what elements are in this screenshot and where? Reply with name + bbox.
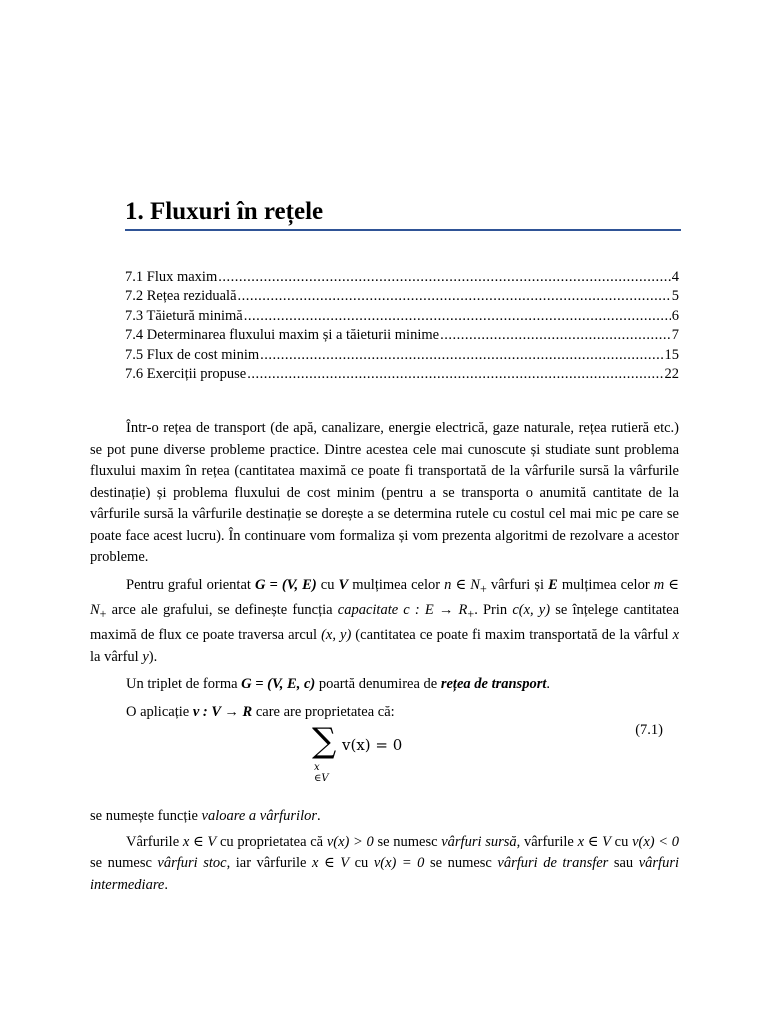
text-run: care are proprietatea că:	[252, 703, 395, 720]
toc-leader-dots	[260, 346, 663, 365]
math-inline: x ∈ V	[182, 833, 217, 850]
text-run: sau	[608, 855, 639, 871]
vertex-types-paragraph	[90, 832, 679, 897]
table-of-contents	[125, 268, 679, 384]
defined-term: vârfuri sursă	[441, 833, 517, 850]
value-function-paragraph	[90, 806, 679, 828]
defined-term: vârfuri stoc	[157, 855, 227, 871]
math-inline: m ∈ N	[90, 576, 679, 618]
intro-paragraph: Într-o rețea de transport (de apă, canalizare, energie electrică, gaze naturale, rețea rutieră etc.) se pot pune diverse probleme practice. Dintre acestea cele mai cunoscute și studiate sunt problema fluxului maxim în rețea (cantitatea maximă ce poate fi transportată de la vârfurile sursă la vârfurile destinație) și problema fluxului de cost minim (pentru a se transporta o anumită cantitate de la vârfurile sursă la vârfurile destinație se dorește a se determina rutele cu costul cel mai mic pe care se poate face acest lucru). În continuare vom formaliza și vom prezenta algoritmi de rezolvare a acestor probleme.	[90, 420, 679, 565]
text-run: .	[546, 676, 550, 693]
text-run: .	[317, 808, 321, 824]
math-inline: n ∈ N	[444, 576, 480, 593]
text-run: , iar vârfurile	[226, 855, 312, 871]
toc-entry-page: 6	[671, 307, 679, 324]
equation-number: (7.1)	[635, 722, 663, 738]
toc-entry-label: 7.2 Rețea reziduală	[125, 288, 237, 305]
summation-subscript: x ∈V	[314, 762, 329, 784]
math-inline: v(x) < 0	[632, 833, 680, 850]
toc-entry-page: 7	[671, 327, 679, 344]
graph-definition-paragraph	[90, 575, 679, 669]
text-run: mulțimea celor	[348, 576, 445, 593]
text-run: cu	[316, 576, 339, 593]
function-notation: v : V → R	[192, 703, 253, 720]
text-run: cu proprietatea că	[216, 833, 327, 850]
toc-leader-dots	[244, 307, 671, 326]
text-run: Vârfurile	[126, 833, 183, 850]
defined-term: vârfuri intermediare	[90, 855, 679, 893]
toc-entry-label: 7.6 Exerciții propuse	[125, 365, 247, 382]
text-run: arce ale grafului, se definește funcția	[106, 601, 338, 618]
toc-entry[interactable]	[125, 326, 679, 345]
math-inline: y	[142, 648, 149, 665]
text-run: mulțimea celor	[557, 576, 654, 593]
equation-7-1	[90, 722, 679, 782]
math-subscript: +	[467, 606, 475, 621]
text-run: poartă denumirea de	[315, 676, 441, 693]
math-inline: v(x) > 0	[326, 833, 374, 850]
capacity-function: capacitate c : E → R	[337, 601, 468, 618]
toc-entry-page: 5	[671, 288, 679, 305]
application-paragraph	[90, 702, 679, 724]
toc-entry-page: 22	[664, 365, 679, 382]
equation-expression: v(x) = 0	[342, 736, 403, 754]
toc-entry-label: 7.1 Flux maxim	[125, 269, 218, 285]
toc-leader-dots	[247, 365, 663, 384]
text-run: Un triplet de forma	[126, 676, 242, 693]
toc-entry[interactable]	[125, 365, 679, 384]
chapter-title: 1. Fluxuri în rețele	[125, 197, 681, 231]
text-run: . Prin	[474, 601, 513, 618]
text-run: se numesc	[373, 833, 442, 850]
math-inline: (x, y)	[321, 627, 352, 644]
graph-notation: G = (V, E)	[254, 576, 317, 593]
toc-entry-label: 7.5 Flux de cost minim	[125, 346, 260, 363]
defined-term: vârfuri de transfer	[497, 855, 609, 871]
network-notation: G = (V, E, c)	[241, 676, 316, 693]
text-run: cu	[610, 833, 633, 850]
toc-entry-page: 4	[671, 269, 679, 285]
text-run: se numesc	[90, 855, 158, 871]
text-run: cu	[349, 855, 374, 871]
defined-term: valoare a vârfurilor	[201, 808, 318, 824]
text-run: Pentru graful orientat	[126, 576, 255, 593]
math-subscript: +	[99, 606, 107, 621]
summation-symbol: ∑	[312, 721, 337, 761]
math-inline: c(x, y)	[512, 601, 551, 618]
text-run: vârfuri și	[486, 576, 549, 593]
body-text	[90, 418, 679, 729]
toc-entry-label: 7.3 Tăietură minimă	[125, 307, 243, 324]
text-run: .	[164, 876, 168, 893]
body-text-continued	[90, 806, 679, 900]
defined-term: rețea de transport	[440, 676, 547, 693]
toc-entry-label: 7.4 Determinarea fluxului maxim și a tăieturii minime	[125, 327, 440, 344]
toc-entry[interactable]	[125, 346, 679, 365]
text-run: se numește funcție	[90, 808, 202, 824]
math-subscript: +	[479, 581, 487, 596]
toc-leader-dots	[440, 326, 671, 345]
text-run: O aplicație	[126, 703, 193, 720]
toc-leader-dots	[238, 287, 671, 306]
toc-entry[interactable]	[125, 287, 679, 306]
transport-network-paragraph	[90, 674, 679, 696]
math-inline: x	[672, 627, 679, 644]
text-run: se numesc	[424, 855, 498, 871]
toc-entry[interactable]	[125, 268, 679, 287]
math-inline: v(x) = 0	[373, 855, 425, 871]
edge-set-symbol: E	[548, 576, 558, 593]
math-inline: x ∈ V	[577, 833, 611, 850]
text-run: se înțelege cantitatea maximă de flux ce poate traversa arcul	[90, 601, 680, 644]
text-run: la vârful	[90, 648, 143, 665]
vertex-set-symbol: V	[338, 576, 349, 593]
math-inline: x ∈ V	[312, 855, 350, 871]
equation-body	[312, 721, 403, 784]
toc-entry-page: 15	[664, 346, 679, 363]
text-run: (cantitatea ce poate fi maxim transportată de la vârful	[351, 627, 673, 644]
toc-entry[interactable]	[125, 307, 679, 326]
toc-leader-dots	[218, 268, 671, 287]
text-run: , vârfurile	[516, 833, 578, 850]
text-run: ).	[148, 648, 158, 665]
